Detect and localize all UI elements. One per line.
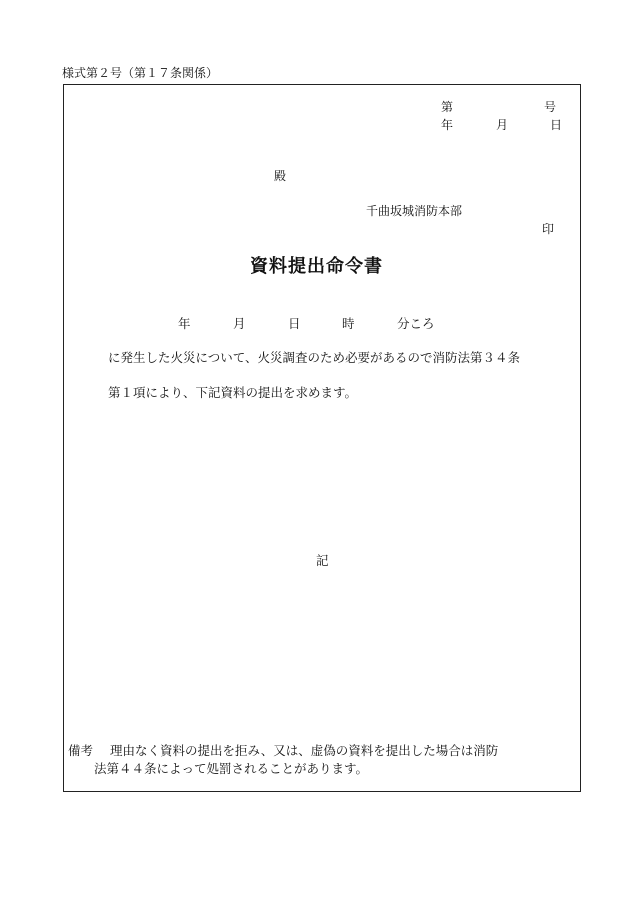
number-suffix: 号 [544,100,557,114]
date-year: 年 [441,118,454,132]
body-line-2: 第１項により、下記資料の提出を求めます。 [108,385,358,400]
remarks-label: 備考 [68,743,94,758]
issuer-name: 千曲坂城消防本部 [366,204,463,218]
date-month: 月 [496,118,509,132]
document-title: 資料提出命令書 [250,256,383,277]
document-frame [63,84,581,792]
form-label: 様式第２号（第１７条関係） [62,66,219,80]
body-line-1: に発生した火災について、火災調査のため必要があるので消防法第３４条 [108,350,521,365]
datetime-hour: 時 [342,316,355,331]
number-prefix: 第 [441,100,454,114]
datetime-day: 日 [288,316,301,331]
addressee-suffix: 殿 [274,169,287,183]
datetime-year: 年 [178,316,191,331]
date-day: 日 [550,118,563,132]
ki-heading: 記 [316,553,329,568]
remarks-line-1: 理由なく資料の提出を拒み、又は、虚偽の資料を提出した場合は消防 [110,743,499,758]
datetime-minute: 分ころ [397,316,435,331]
issuer-seal: 印 [542,222,555,236]
remarks-line-2: 法第４４条によって処罰されることがあります。 [94,761,369,776]
datetime-month: 月 [233,316,246,331]
